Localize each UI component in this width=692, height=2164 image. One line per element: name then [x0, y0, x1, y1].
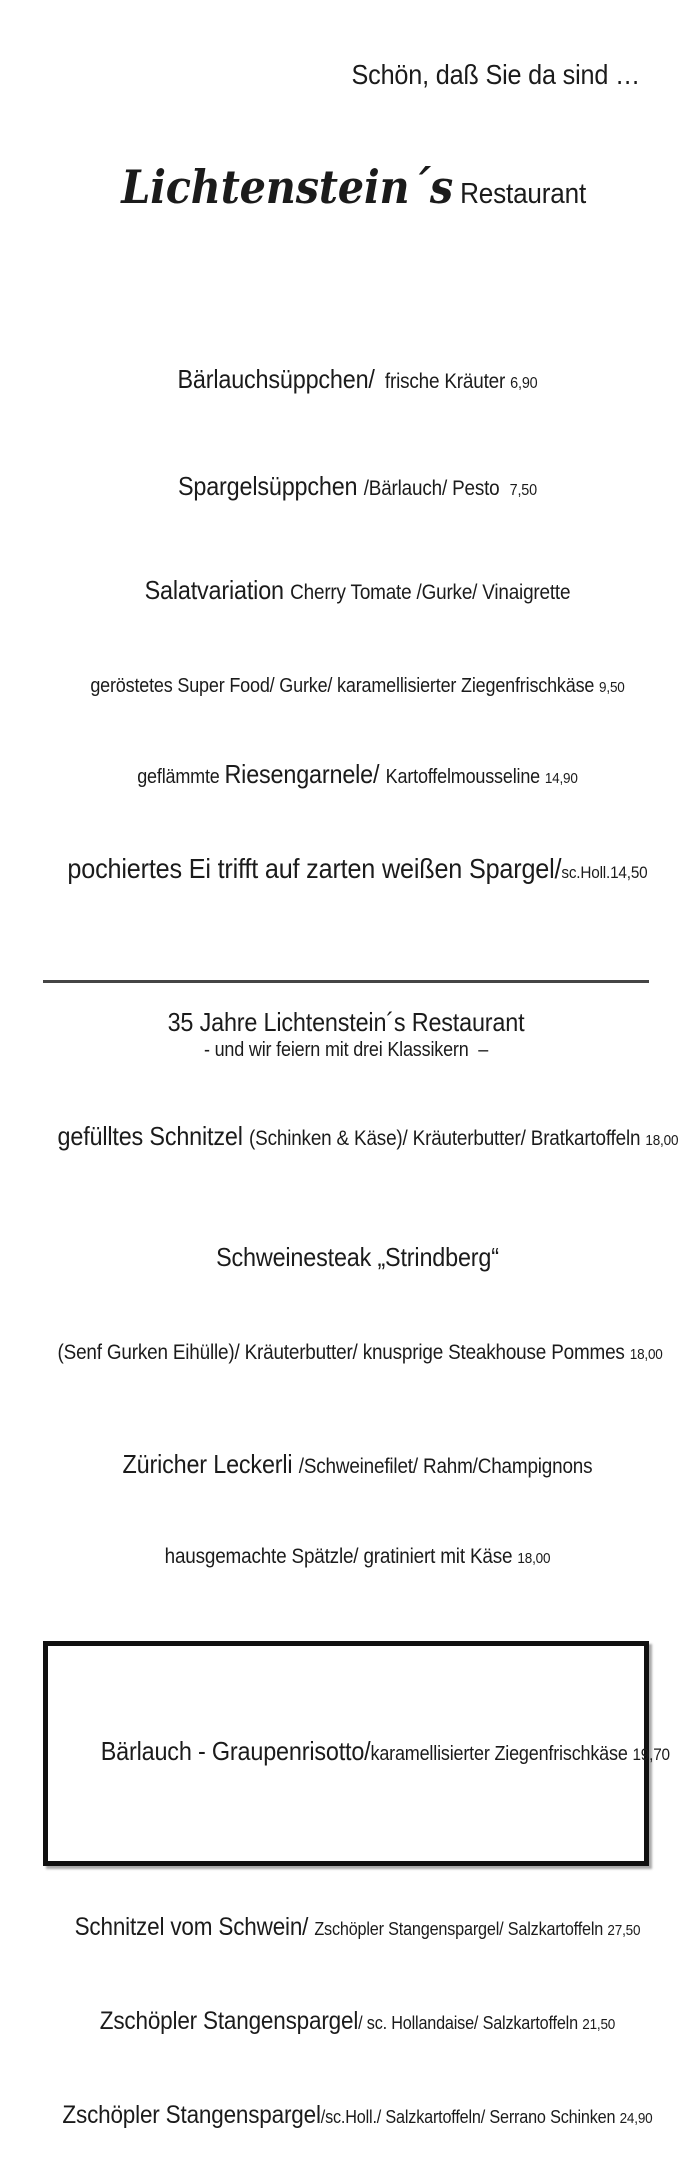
dish-price: 27,50 [607, 1922, 641, 1939]
menu-item-line [35, 542, 658, 643]
menu-item-line [35, 1090, 679, 1187]
dish-name: Spargelsüppchen [177, 471, 364, 501]
dish-price: sc.Holl.14,50 [561, 863, 648, 882]
section-divider [43, 980, 649, 983]
dish-description: karamellisierter Ziegenfrischkäse [370, 1743, 633, 1765]
dish-price: 18,00 [517, 1550, 551, 1567]
dish-name: gefülltes Schnitzel [57, 1121, 250, 1151]
menu-page [0, 58, 692, 2129]
dish-price: 6,90 [510, 375, 538, 392]
greeting-text: Schön, daß Sie da sind … [351, 59, 640, 90]
dish-name: Schweinesteak „Strindberg“ [216, 1242, 499, 1272]
dish-name: Zschöpler Stangenspargel [99, 2007, 359, 2035]
menu-item-line [35, 328, 658, 435]
dish-price: 14,90 [544, 770, 578, 787]
dish-name: pochiertes Ei trifft auf zarten weißen Spargel/ [67, 853, 562, 884]
dish-name: Schnitzel vom Schwein/ [74, 1913, 315, 1941]
title-script: Lichtenstein´s [121, 160, 454, 214]
dish-description: Kartoffelmousseline [385, 766, 545, 788]
title-plain: Restaurant [453, 178, 587, 210]
dish-prefix: geflämmte [137, 766, 225, 788]
dish-price: 19,70 [632, 1745, 670, 1764]
dish-name: Zschöpler Stangenspargel [62, 2101, 321, 2129]
dish-description: hausgemachte Spätzle/ gratiniert mit Käse [164, 1545, 518, 1568]
restaurant-title [35, 106, 658, 280]
dish-name: Bärlauch - Graupenrisotto/ [100, 1736, 371, 1766]
menu-item-line [35, 1976, 658, 2070]
menu-item-line [35, 822, 658, 920]
dish-name: Salatvariation [144, 575, 291, 605]
special-offer-box [43, 1641, 670, 1866]
anniversary-subheading: - und wir feiern mit drei Klassikern – [203, 1039, 489, 1061]
starters-section [0, 328, 692, 920]
menu-item-line [78, 1646, 670, 1861]
dish-description: / sc. Hollandaise/ Salzkartoffeln [358, 2013, 583, 2033]
menu-item-line [35, 1308, 663, 1400]
dish-price: 18,00 [645, 1132, 679, 1149]
dish-description: /Bärlauch/ Pesto [363, 477, 510, 500]
menu-item-line [35, 1515, 658, 1601]
menu-item-line [35, 1211, 658, 1308]
dish-description: /Schweinefilet/ Rahm/Champignons [298, 1455, 593, 1478]
dish-description: Cherry Tomate /Gurke/ Vinaigrette [290, 581, 571, 604]
menu-item-line [35, 731, 658, 822]
dish-name: Riesengarnele/ [224, 759, 386, 789]
dish-description: Zschöpler Stangenspargel/ Salzkartoffeln [314, 1919, 608, 1939]
menu-item-line [35, 435, 658, 542]
dish-name: Bärlauchsüppchen/ [177, 364, 375, 394]
menu-item-line [35, 643, 658, 731]
dish-name: Züricher Leckerli [122, 1449, 299, 1479]
dish-price: 18,00 [629, 1346, 663, 1363]
menu-item-line [35, 2070, 658, 2164]
dish-description: /sc.Holl./ Salzkartoffeln/ Serrano Schinken [320, 2107, 620, 2127]
mains-section [0, 1882, 692, 2164]
dish-description: geröstetes Super Food/ Gurke/ karamellisierter Ziegenfrischkäse [90, 675, 600, 697]
menu-item-line [35, 1418, 658, 1515]
menu-item-line [35, 1882, 658, 1976]
classics-section [0, 1090, 692, 1601]
dish-price: 21,50 [582, 2016, 616, 2033]
dish-description: frische Kräuter [374, 370, 511, 393]
dish-description: (Senf Gurken Eihülle)/ Kräuterbutter/ knusprige Steakhouse Pommes [57, 1341, 630, 1364]
anniversary-heading: 35 Jahre Lichtenstein´s Restaurant [167, 1007, 525, 1037]
dish-price: 7,50 [509, 482, 537, 499]
dish-price: 24,90 [619, 2110, 653, 2127]
dish-description: (Schinken & Käse)/ Kräuterbutter/ Bratkartoffeln [249, 1127, 646, 1150]
dish-price: 9,50 [599, 679, 625, 696]
